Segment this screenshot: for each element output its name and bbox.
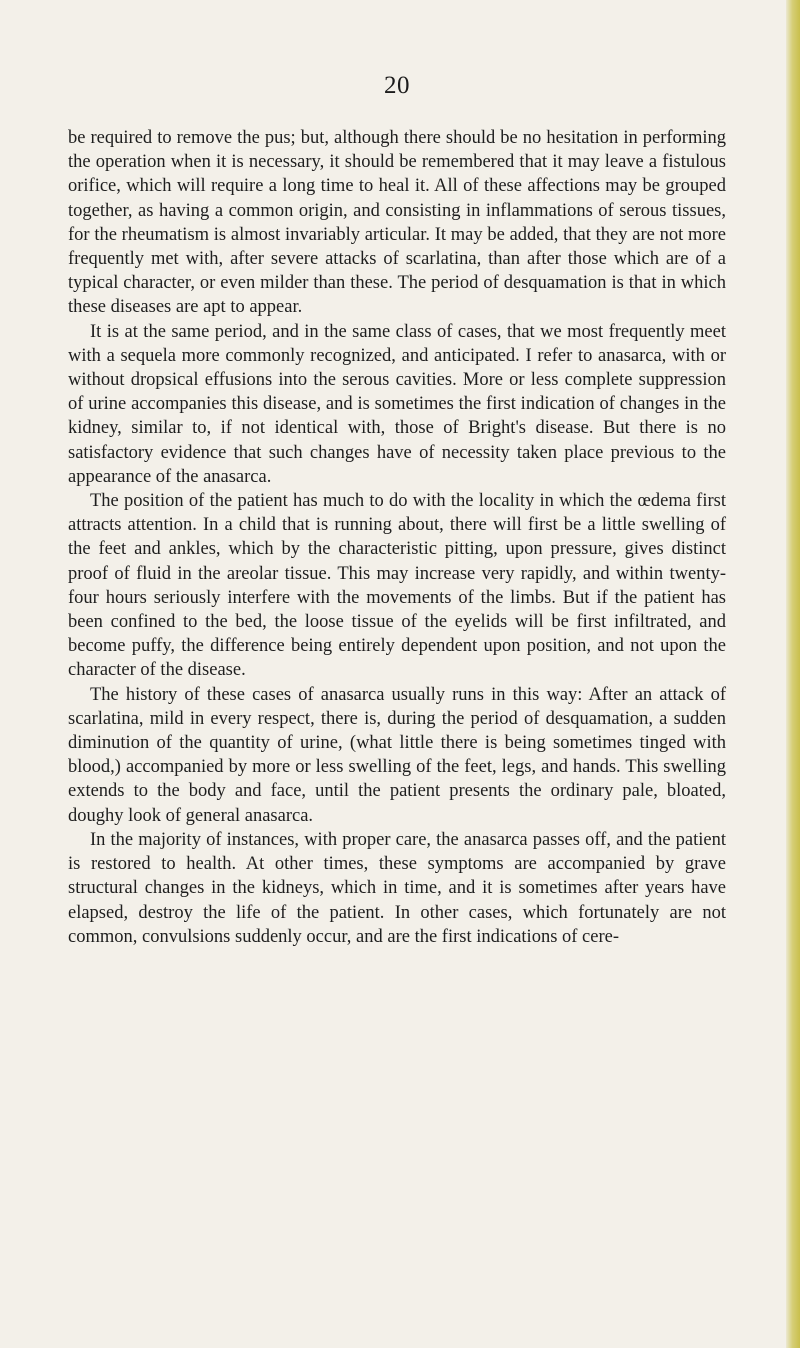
paragraph: In the majority of instances, with proper care, the anasarca passes off, and the patient is restored to health. At other times, these symptoms are accompanied by grave structural changes in the kidneys, which in time, and it is sometimes after years have elapsed, destroy the life of the patient. In other cases, which fortunately are not common, convulsions suddenly occur, and are the first indications of cere- [68,829,726,947]
paragraph: It is at the same period, and in the same class of cases, that we most frequently meet with a sequela more commonly recognized, and anticipated. I refer to anasarca, with or without dropsical effusions into the serous cavities. More or less complete suppression of urine accompanies this disease, and is sometimes the first indication of changes in the kidney, similar to, if not identical with, those of Bright's disease. But there is no satisfactory evidence that such changes have of necessity taken place previous to the appearance of the anasarca. [68,321,726,487]
paragraph: The position of the patient has much to do with the locality in which the œdema first attracts attention. In a child that is running about, there will first be a little swelling of the feet and ankles, which by the characteristic pitting, upon pressure, gives distinct proof of fluid in the areolar tissue. This may increase very rapidly, and within twenty-four hours seriously interfere with the movements of the limbs. But if the patient has been confined to the bed, the loose tissue of the eyelids will be first infiltrated, and become puffy, the difference being entirely dependent upon position, and not upon the character of the disease. [68,491,726,681]
page-number: 20 [384,72,410,99]
paragraph: be required to remove the pus; but, although there should be no hesitation in performing the operation when it is necessary, it should be remembered that it may leave a fistulous orifice, which will require a long time to heal it. All of these affections may be grouped together, as having a common origin, and consisting in inflammations of serous tissues, for the rheumatism is almost invariably articular. It may be added, that they are not more frequently met with, after severe attacks of scarlatina, than after those which are of a typical character, or even milder than these. The period of desquamation is that in which these diseases are apt to appear. [68,128,726,318]
body-text [68,126,726,949]
paragraph: The history of these cases of anasarca usually runs in this way: After an attack of scarlatina, mild in every respect, there is, during the period of desquamation, a sudden diminution of the quantity of urine, (what little there is being sometimes tinged with blood,) accompanied by more or less swelling of the feet, legs, and hands. This swelling extends to the body and face, until the patient presents the ordinary pale, bloated, doughy look of general anasarca. [68,684,726,826]
page-edge [786,0,800,1348]
